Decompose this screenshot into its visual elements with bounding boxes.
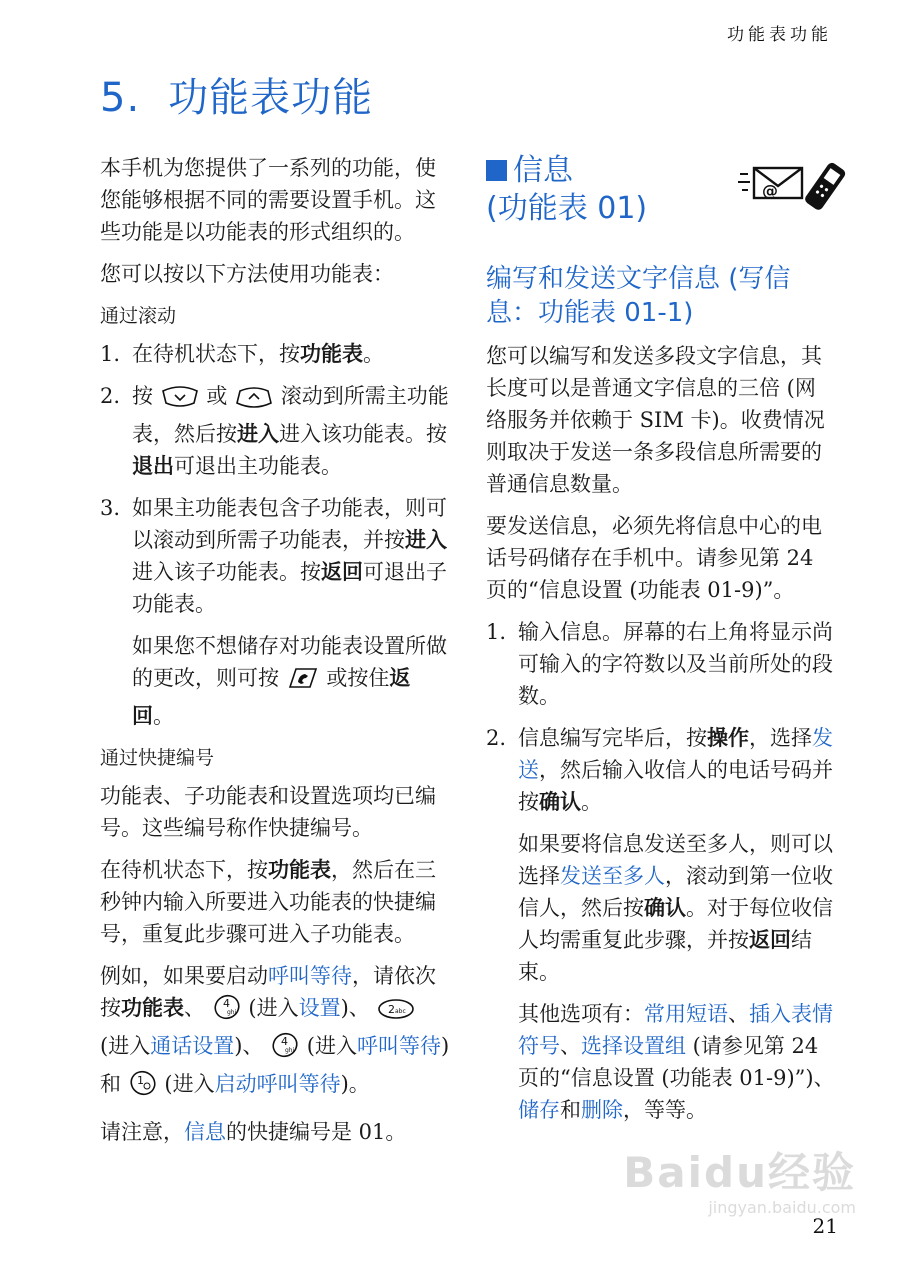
step-text: 。 [363,342,384,366]
step-text: 进入该功能表。按 [279,422,447,446]
step-number: 2. [486,726,507,750]
call-waiting-link: 呼叫等待 [356,1034,441,1058]
para-text: (请参见第 24 页的“信息设置 (功能表 01-9)”)、 [518,1034,835,1090]
step-text: 信息编写完毕后，按 [518,726,707,750]
note-text: 如果您不想储存对功能表设置所做的更改，则可按 [132,634,447,690]
menu-term: 功能表 [268,857,331,882]
para-text: (进入 [100,1034,151,1058]
insert-smiley-link: 插入表情符号 [518,1002,833,1058]
message-envelope-phone-icon [736,156,846,216]
step-text: 。 [581,790,602,814]
para-text: (进入 [306,1034,357,1058]
para-text: )。 [340,1072,370,1096]
note-text: 或按住 [326,666,390,690]
end-call-key-icon [286,665,320,700]
step-number: 2. [100,384,121,408]
back-term: 返回 [321,559,363,584]
call-settings-link: 通话设置 [150,1034,235,1058]
para-text: )、 [340,996,370,1020]
step-3-note [100,630,450,732]
note-text: 。 [153,704,174,728]
scroll-up-key-icon [234,385,274,418]
ok-term: 确认 [644,895,686,920]
scroll-steps [100,338,450,620]
intro-paragraph: 本手机为您提供了一系列的功能，使您能够根据不同的需要设置手机。这些功能是以功能表的形式组织的。 [100,156,436,244]
multi-recipient-paragraph [486,828,836,988]
step-text: 按 [132,384,153,408]
watermark [623,1140,856,1217]
subheading-shortcut: 通过快捷编号 [100,747,215,769]
enter-term: 进入 [405,527,447,552]
para-text: 、 [184,996,205,1020]
svg-text:1: 1 [136,1074,144,1087]
subsection-heading: 编写和发送文字信息 (写信息：功能表 01-1) [486,264,791,328]
section-heading [486,152,836,236]
para-text: 。对于每位收信人均需重复此步骤，并按 [518,896,833,952]
options-term: 操作 [707,725,749,750]
para-text: 如果要将信息发送至多人，则可以选择 [518,832,833,888]
step-text: ，选择 [749,726,812,750]
shortcut-paragraph-2 [100,854,450,950]
para-text: ，滚动到第一位收信人，然后按 [518,864,833,920]
page-number: 21 [812,1214,838,1238]
para-text: 结束。 [518,928,812,984]
para-text: )、 [234,1034,264,1058]
svg-text:2: 2 [388,1003,396,1016]
back-term: 返回 [132,665,411,728]
svg-text:abc: abc [395,1008,407,1015]
svg-text:ghi: ghi [285,1047,295,1054]
other-options-paragraph [486,998,836,1126]
para-text: (进入 [164,1072,215,1096]
step-number: 1. [100,342,121,366]
send-link: 发送 [518,726,833,782]
templates-link: 常用短语 [644,1002,728,1026]
delete-link: 删除 [581,1098,623,1122]
step-text: 如果主功能表包含子功能表，则可以滚动到所需子功能表，并按 [132,496,447,552]
send-to-many-link: 发送至多人 [560,864,665,888]
enter-term: 进入 [237,421,279,446]
watermark-brand: Baidu经验 [623,1148,856,1197]
left-column [100,152,450,1158]
para-text: ，等等。 [623,1098,707,1122]
svg-text:ghi: ghi [226,1009,236,1016]
svg-text:4: 4 [222,997,230,1010]
step-text: 可退出主功能表。 [174,454,342,478]
intro-paragraph-2: 您可以按以下方法使用功能表： [100,262,394,286]
menu-term: 功能表 [121,995,184,1020]
chapter-title-text: 功能表功能 [168,75,374,121]
write-paragraph: 您可以编写和发送多段文字信息，其长度可以是普通文字信息的三倍 (网络服务并依赖于 SIM 卡)。收费情况则取决于发送一条多段信息所需要的普通信息数量。 [486,344,825,496]
para-text: 、 [560,1034,581,1058]
watermark-url: jingyan.baidu.com [708,1198,856,1217]
step-text: ，然后输入收信人的电话号码并按 [518,758,833,814]
ok-term: 确认 [539,789,581,814]
para-text: ，请依次按 [100,964,436,1020]
write-step-2 [486,722,836,818]
para-text: 和 [560,1098,581,1122]
para-text: 请注意， [100,1120,184,1144]
chapter-title [100,66,373,123]
send-prereq-paragraph: 要发送信息，必须先将信息中心的电话号码储存在手机中。请参见第 24 页的“信息设置 (功能表 01-9)”。 [486,514,822,602]
para-text: 、 [728,1002,749,1026]
exit-term: 退出 [132,453,174,478]
menu-term: 功能表 [300,341,363,366]
running-header: 功能表功能 [727,25,832,45]
shortcut-paragraph: 功能表、子功能表和设置选项均已编号。这些编号称作快捷编号。 [100,784,436,840]
save-link: 储存 [518,1098,560,1122]
chapter-number: 5. [100,75,141,121]
step-3 [100,492,450,620]
para-text: 例如，如果要启动 [100,964,268,988]
svg-text:4: 4 [281,1035,289,1048]
step-1 [100,338,450,370]
para-text: 在待机状态下，按 [100,858,268,882]
write-step-1 [486,616,836,712]
call-waiting-link: 呼叫等待 [268,964,352,988]
section-square-icon [486,160,507,181]
para-text: 其他选项有： [518,1002,644,1026]
key-1-icon [128,1069,158,1106]
step-number: 1. [486,620,507,644]
step-text: 或 [206,384,228,408]
write-steps [486,616,836,818]
scroll-down-key-icon [160,385,200,418]
para-text: ) 和 [100,1034,450,1096]
activate-call-waiting-link: 启动呼叫等待 [214,1072,341,1096]
step-number: 3. [100,496,121,520]
step-2 [100,380,450,482]
key-2-icon [376,997,416,1030]
subheading-scroll: 通过滚动 [100,305,177,327]
para-text: (进入 [248,996,299,1020]
key-4-icon [212,993,242,1030]
step-text: 滚动到所需主功能表，然后按 [132,384,449,446]
section-title: 信息 [513,153,573,188]
para-text: 的快捷编号是 01。 [226,1120,407,1144]
example-paragraph [100,960,450,1106]
select-profile-link: 选择设置组 [581,1034,686,1058]
step-text: 输入信息。屏幕的右上角将显示尚可输入的字符数以及当前所处的段数。 [518,620,833,708]
key-4-icon [270,1031,300,1068]
messages-link: 信息 [184,1120,226,1144]
section-subtitle: (功能表 01) [486,191,648,226]
back-term: 返回 [749,927,791,952]
right-column [486,152,836,1136]
step-text: 进入该子功能表。按 [132,560,321,584]
shortcut-note [100,1116,450,1148]
step-text: 在待机状态下，按 [132,342,300,366]
step-text: 可退出子功能表。 [132,560,447,616]
svg-text:@: @ [762,181,778,200]
settings-link: 设置 [298,996,341,1020]
para-text: ，然后在三秒钟内输入所要进入功能表的快捷编号，重复此步骤可进入子功能表。 [100,858,436,946]
